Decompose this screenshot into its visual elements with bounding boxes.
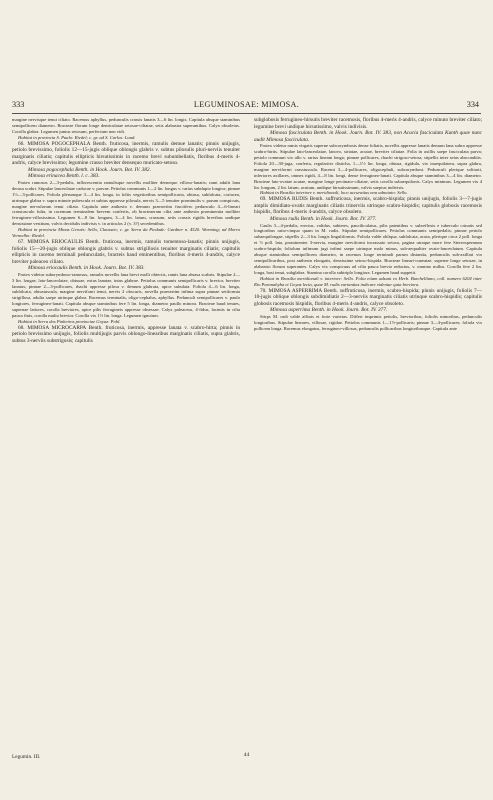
page-number-left: 333 <box>12 100 25 109</box>
species-heading-67: 67. MIMOSA ERIOCAULIS Benth. fruticosa, inermis, ramulis tomentoso-lanatis; pinnis unijugis, foliolis 15—20-jugis oblique oblongis glabris v. subtus strigillosis tenuiter marginatis ciliatis; capitulis ellipticis in racemo terminali pedunculatis, bracteis haud eminentibus, floribus 4-meris 4-andris, calyce breviter paleaceo ciliato. <box>12 238 240 265</box>
citation: Mimosa asperrima Benth. in Hook. Journ. Bot. IV. 377. <box>270 307 388 314</box>
citation: Mimosa pogocephala Benth. in Hook. Journ. Bot. IV. 382. <box>28 166 151 173</box>
species-diagnosis-continued: subglobosis ferrugineo-hirsutis breviter racemosis, floribus 4-meris 4-andris, calyce minuto breviter ciliato; legumine brevi undique hirsutissimo, valvis indivisis. <box>254 117 482 130</box>
header-rule <box>12 113 481 114</box>
left-column <box>12 117 240 345</box>
species-description: Frutex videtur ramis virgatis superne subcorymbosis dense foliatis, novellis appresse lanatis demum lana subro appresse scabro-hirtis. Stipulae lato-lanceolatae, lanceo, striatae, acutae, breviter ciliatae. Folia in axillis saepe fasciculata parva; petiolo communi vix ullo v. rarius lineam longo; pinnae pollicares, rhachi strigoso-setosa, stipellis inter setas absconditis. Foliola 20—30-juga, conferta, regulariter disticha, 1—1½ lin. longa, obtusa, rigidula, vix inaequilatera, supra glabra, margine nerviformi crassiuscula. Racemi 3—4-pollicares, oligocephali, subcorymbosi. Pedunculi plerique solitarii, inferiores axillares, omnes rigidi, 4—8 lin. longi, dense ferrugineo-lanati. Capitula absque staminibus 3—4 lin. diametro. Bracteae lato-ovatae acutae, margine longe pectinato-ciliatae, setis corolla subaequilonis. Calyx minimus. Legumen vix 4 lin. longum, 2 lin. latum, acutum, undique hirsutissimum, valvis saepius indivisis. <box>254 143 482 190</box>
species-heading-70: 70. MIMOSA ASPERRIMA Benth. suffruticosa, inermis, scabro-hispida; pinnis unijugis, foliolis 7—10-jugis oblique oblongis subdimidiatis 2—3-nerviis marginatis ciliatis utrinque scabro-hispidis; capitulis globosis racemosis hispidis, floribus 4-meris 4-andris, calyce obsoleto. <box>254 287 482 307</box>
species-description: Caulis 3—4-pedalis, erectus, validus, subteres, panciliculatus, pilis patentibus v. subreflexis e tuberculo crinatis sed longioribus ratio-cinquo quam in M. rudis. Stipulae semipollicares. Petiolus communis semipedalis; pinnae petiolo subaequilongae, stipellis 2—3 lin. longis linguliformis. Foliola valde obliqua, subfalcata, acuta, plerique circa 2 poll. longa et ½ poll. lata, prominenter 3-nervia, margine nerviformi incrassato setoso, pagina utraque more fere Stereospermum scabro-hispida; foliolum infimum jugi infimi saepe utrinque malo minus, sub-aequaliter ovato-lanceolatum. Capitula absque staminibus semipollicem diametro, in racemos longe terminali parum distantia, pedunculis sub-axillari vix semipollicaribus, post anthesin elongatis, densissime setoso-hispida. Bracteae lineari-cuneatae, superne longe setosae, in alabastro florum superantes. Calyx vix conspicuus ad cilia pauca brevia reductus, v. omnino nullus. Corolla fere 2 lin. longa, basi tenui, subglabra. Stamina corolla subtriplo longiora. Legumen haud suppetit. <box>254 222 482 275</box>
sheet-number: 44 <box>243 752 250 758</box>
habitat-note: Habitat in Serra dos Pinheiros provinciae Goyaz: Pohl. <box>18 318 121 324</box>
species-heading-66: 66. MIMOSA POGOCEPHALA Benth. fruticosa, inermis, ramulis demue lanatis; pinnis unijugis, petiolo brevissimo, foliolis 12—15-jugis oblique oblongis glabris v. subtus pilosulis pluri-nerviis tenuiter marginatis ciliatis; capitulis ellipticis hirsutissimis in racemo brevi subumbellatis, floribus 4-meris 4-andris, calyce brevissimo; legumine crasso breviter densequo muricato-setoso. <box>12 140 240 167</box>
habitat-note: Habitat in provincia S. Paulo: Riedel; c. gr. ad S. Carlos: Lund. <box>18 134 136 140</box>
habitat-note: Habitat in Brasilia meridionali v. interiore: Sello. Folia etiam adsunt ex Herb. Burchelliano, coll. numero 6204 inter Rio Paranahyba et Goyaz lecta, quae M. rudis variantias indicare videntur quia breviora. <box>254 275 482 287</box>
synonym-citation: Mimosa erinacea Benth. l. c. 383. <box>28 173 100 180</box>
right-column <box>254 117 482 331</box>
page-number-right: 334 <box>466 100 479 109</box>
species-description: margine nervisque tenui ciliato. Racemus aphyllus, pedunculis crassis lanatis 3—6 lin. longis. Capitula absque staminibus semipollicem diametro. Bracteae florum longe denticulatae setosae-ciliatae, setis alabastra superantibus. Calyx obsoletus. Corolla glabra. Legumen junius setosum, perfectum non vidi. <box>12 117 240 134</box>
citation: Mimosa fasciculata Benth. in Hook. Journ. Bot. IV. 383, non Acacia fasciculata Kunth quae nunc audit Mimosa fasciculata. <box>254 130 482 143</box>
species-heading-69: 69. MIMOSA RUDIS Benth. suffruticosa, inermis, scabro-hispida; pinnis unijugis, foliolis 3—7-jugis amplis dimidiato-ovatis marginatis ciliatis trinerviis utrinque scabro-hispidis; capitulis globosis racemosis hispidis, floribus 4-meris 4-andris, calyce obsoleto. <box>254 196 482 216</box>
citation: Mimosa eriocaulis Benth. in Hook. Journ. Bot. IV. 383. <box>28 265 145 272</box>
page-header <box>0 100 493 112</box>
species-description: Stirps M. rudi valde affinis et forte varietas. Differt imprimis petiolis, brevioribus, foliolis minoribus, pedunculis longioribus. Stipulae lineares, villosae, rigidae. Petiolus communis 1—1½-pollicaris; pinnae 3—4-pollicares; foliola vix pollicem longa. Racemus elongatus, ferrugineo-villosus, pedunculis pollicaribus longioribusque. Capitula ante <box>254 313 482 331</box>
signature-footer: Legumin. III. <box>12 754 41 760</box>
habitat-note: Habitat in Brasilia interiore v. meridionali, loco accuratius non adnotato: Sello. <box>260 190 408 196</box>
species-description: Frutex ramosus 2—3-pedalis, inflorescentia ramulisque novellis molliter densequo villoso-lanatis; rami adulti lana derasa scabri. Stipulae lanceolatae caducae v. parvae. Petiolus communis 1—2 lin. longus v. rarius subdupio longior; pinnae 1½—3-pollicares. Foliola plerumque 3—4 lin. longa, in foliis vegetioribus semipollicaria, obtusa, subfalcata, coriacea, utrimque glabra v. supra minute pubescula et subtus appresse pilosula, nervis 3—5 tenuiter prominulis v. parum conspicuis, margine nervulorum tenui ciliato. Capitula ante anthesin v. demum praesertim fructifero pedunculo 4—6-lineari crassiusculo fulta, in racemum terminalem brevem confertis, ob bracteaeram cilia ante anthesin prominentia molliter ferrugineo-villosissima. Legumen 6—8 lin. longum, 3—4 lin. latum, crassum, setis crassis rigidis brevibus undique densissime vestitum, valvis decidulis indivisis v. in articulos 2 (v. 3?) secedentibus. <box>12 179 240 227</box>
habitat-note: Habitat in provincia Minas Geraës: Sello, Claussen; c. gr. Serra da Piedade: Gardner n. 4520. Warming; ad Morro Vermelho: Riedel. <box>12 227 240 239</box>
citation: Mimosa rudis Benth. in Hook. Journ. Bot. IV. 377. <box>270 215 377 222</box>
species-description: Frutex videtur suborymboso-ramosus, ramulis novellis lana brevi molli obtectis, ramis lana abrasa scabris. Stipulae 2—3 lin. longae, lato-lanceolatae, obtusae, extus lanatae, intus glabrae. Petiolus communis semipollicaris v. brevior, breviter lanatus; pinnae 2—3-pollicares, rhachi appresse pilosa v. demum glabrata, apice subulata. Foliola 4—6 lin. longa, subfalcata, obtusiuscula, margine nervifomi tenui, nervis 2 obscuris, novella praesertim infima supra pinnae setiformia strigillosa, adulta saepe utrinque glabra. Racemus terminalis, oligo-cephalus, aphyllus. Pedunculi semipollicares v. paulo longiores, ferrugineo-lanati. Capitula absque staminibus fere 5 lin. longa, diametro paullo minora. Bracteae haud tenues, supernae latiores, corolla breviores, apice pilis ferrugineis appresse obsessae. Calyx paleaceus, 4-fidus, laciniis in cilia pauca finis, corolla multo brevior. Corolla vix 1½ lin. longa. Legumen ignotum. <box>12 271 240 319</box>
running-title: LEGUMINOSAE: MIMOSA. <box>193 100 300 109</box>
species-heading-68: 68. MIMOSA MICROCARPA Benth. fruticosa, inermis, appresse lanata v. scabro-hirta; pinnis in petiolo brevissimo unijugis, foliolis multijugis parvis oblongo-linearibus marginatis ciliatis, supra glabris, subtus 3-nerviis substrigosis; capitulis <box>12 324 240 344</box>
